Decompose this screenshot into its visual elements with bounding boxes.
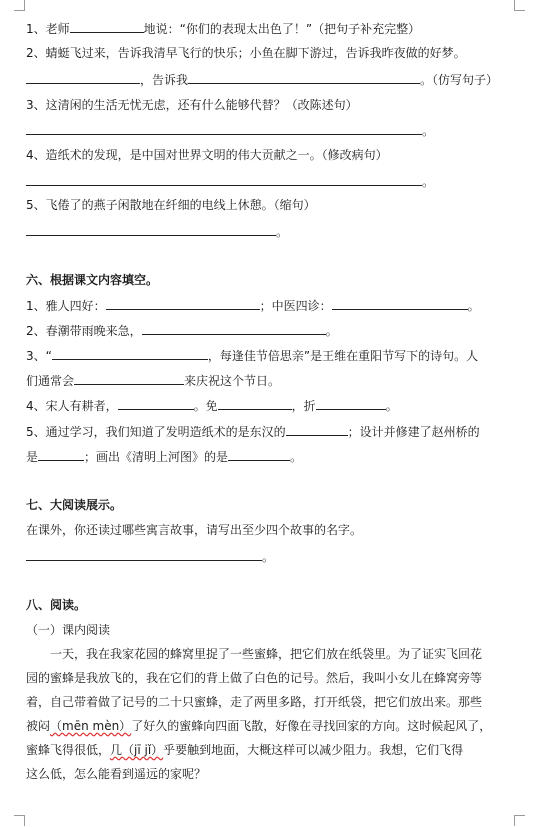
section-6-heading: 六、根据课文内容填空。 (26, 273, 159, 287)
page-corner-mark (14, 815, 25, 826)
page-corner-mark (514, 0, 525, 11)
question-2-answer-line: ，告诉我 。（仿写句子） (26, 71, 498, 88)
answer-blank[interactable] (218, 397, 292, 410)
passage-line: 这么低，怎么能看到遥远的家呢？ (26, 767, 207, 781)
pinyin-choice: （mēn mèn） (50, 719, 132, 733)
answer-blank[interactable] (228, 448, 290, 461)
answer-blank[interactable] (70, 20, 144, 33)
section-6-item-3-cont: 们通常会 来庆祝这个节日。 (26, 374, 281, 388)
answer-blank[interactable] (118, 397, 194, 410)
section-6-item-5: 5、通过学习，我们知道了发明造纸术的是东汉的 ；设计并修建了赵州桥的 (26, 425, 480, 439)
passage-line: 蜜蜂飞得很低，几（jī jǐ）乎要触到地面，大概这样可以减少阻力。我想，它们飞得 (26, 743, 464, 757)
answer-blank[interactable] (142, 322, 326, 335)
answer-blank[interactable] (106, 297, 260, 310)
question-3-answer-line: 。 (26, 122, 434, 139)
pinyin-choice: 几（jī jǐ） (110, 743, 164, 757)
answer-blank[interactable] (26, 122, 422, 135)
answer-blank[interactable] (26, 223, 276, 236)
answer-blank[interactable] (38, 448, 84, 461)
section-6-item-2: 2、春潮带雨晚来急， 。 (26, 324, 338, 338)
passage-line: 园的蜜蜂是我放飞的，我在它们的背上做了白色的记号。然后，我叫小女儿在蜂窝旁等 (26, 671, 483, 685)
section-8-heading: 八、阅读。 (26, 598, 87, 612)
question-5: 5、飞倦了的燕子闲散地在纤细的电线上休憩。（缩句） (26, 198, 316, 212)
answer-blank[interactable] (26, 173, 422, 186)
answer-blank[interactable] (52, 347, 208, 360)
answer-blank[interactable] (316, 397, 386, 410)
question-5-answer-line: 。 (26, 223, 288, 240)
answer-blank[interactable] (286, 423, 348, 436)
passage-line: 被闷（mēn mèn）了好久的蜜蜂向四面飞散，好像在寻找回家的方向。这时候起风了， (26, 719, 492, 733)
section-6-item-4: 4、宋人有耕者， 。免 ，折 。 (26, 399, 398, 413)
section-6-item-3: 3、“ ，每逢佳节倍思亲”是王维在重阳节写下的诗句。人 (26, 349, 479, 363)
passage-line: 着，自己带着做了记号的二十只蜜蜂，走了两里多路，打开纸袋，把它们放出来。那些 (26, 695, 483, 709)
page-corner-mark (514, 815, 525, 826)
answer-blank[interactable] (74, 372, 184, 385)
section-8-subheading: （一）课内阅读 (26, 623, 111, 637)
question-3: 3、这清闲的生活无忧无虑，还有什么能够代替？（改陈述句） (26, 98, 358, 112)
reading-passage (26, 642, 514, 786)
page-corner-mark (14, 0, 25, 11)
section-6-item-5-cont: 是 ；画出《清明上河图》的是 。 (26, 450, 303, 464)
question-4-answer-line: 。 (26, 173, 434, 190)
section-6-item-1: 1、雅人四好： ；中医四诊： 。 (26, 299, 480, 313)
passage-line: 一天，我在我家花园的蜂窝里捉了一些蜜蜂，把它们放在纸袋里。为了证实飞回花 (50, 647, 483, 661)
section-7-heading: 七、大阅读展示。 (26, 498, 123, 512)
answer-blank[interactable] (188, 71, 420, 84)
answer-blank[interactable] (26, 71, 140, 84)
question-2: 2、蜻蜓飞过来，告诉我清早飞行的快乐；小鱼在脚下游过，告诉我昨夜做的好梦。 (26, 46, 466, 60)
question-4: 4、造纸术的发现，是中国对世界文明的伟大贡献之一。（修改病句） (26, 148, 388, 162)
section-7-answer-line: 。 (26, 548, 274, 565)
question-1: 1、老师 地说：“你们的表现太出色了！”（把句子补充完整） (26, 22, 421, 36)
answer-blank[interactable] (332, 297, 468, 310)
answer-blank[interactable] (26, 548, 262, 561)
section-7-prompt: 在课外，你还读过哪些寓言故事，请写出至少四个故事的名字。 (26, 523, 363, 537)
